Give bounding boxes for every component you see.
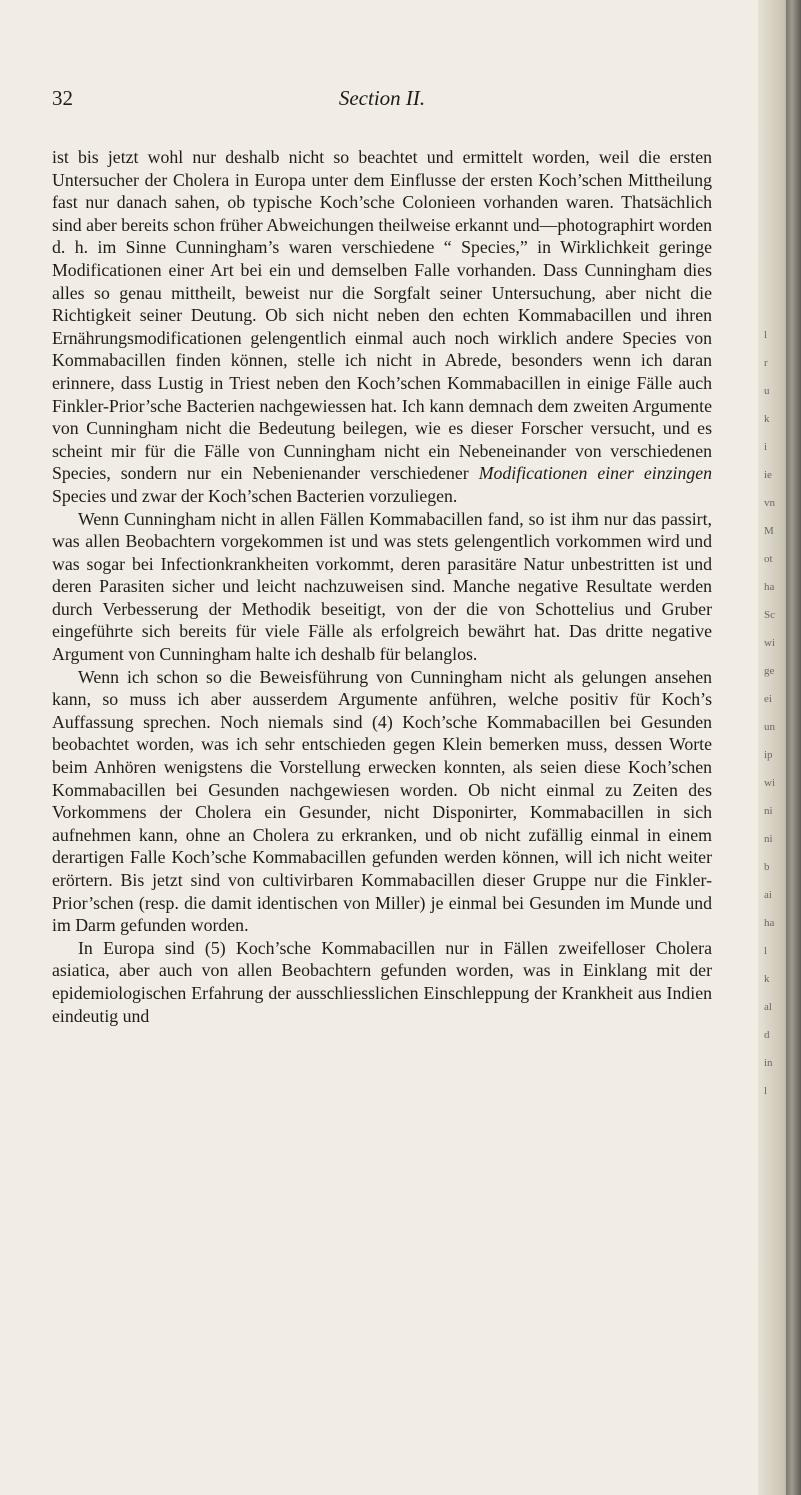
bleed-fragment: ei <box>764 693 772 705</box>
bleed-fragment: ni <box>764 833 773 845</box>
body-text <box>52 146 712 1027</box>
paragraph-1: ist bis jetzt wohl nur deshalb nicht so beachtet und ermittelt worden, weil die ersten Untersucher der Cholera in Europa unter dem Einflusse der ersten Koch’schen Mittheilung fast nur danach sahen, ob typische Koch’sche Colonieen vorhanden waren. Thatsächlich sind aber bereits schon früher Abweichungen theilweise erkannt und—photographirt worden d. h. im Sinne Cunningham’s waren verschiedene “ Species,” in Wirklichkeit geringe Modificationen einer Art bei ein und demselben Falle vorhanden. Dass Cunningham dies alles so genau mittheilt, beweist nur die Sorgfalt seiner Untersuchung, aber nicht die Richtigkeit seiner Deutung. Ob sich nicht neben den echten Kommabacillen und ihren Ernährungsmodificationen gelengentlich einmal auch noch wirklich andere Species von Kommabacillen finden können, stelle ich nicht in Abrede, besonders wenn ich daran erinnere, dass Lustig in Triest neben den Koch’schen Kommabacillen in einige Fälle auch Finkler-Prior’sche Bacterien nachgewiessen hat. Ich kann demnach dem zweiten Argumente von Cunningham nicht die Bedeutung beilegen, wie es dieser Forscher versucht, und es scheint mir für die Fälle von Cunningham nicht ein Nebeneinander von verschiedenen Species, sondern nur ein Nebenienander verschiedener Modificationen einer einzingen Species und zwar der Koch’schen Bacterien vorzuliegen. <box>52 147 713 506</box>
bleed-fragment: ha <box>764 917 775 929</box>
bleed-fragment: wi <box>764 637 775 649</box>
bleed-fragment: M <box>764 525 774 537</box>
bleed-fragment: l <box>764 945 768 957</box>
bleed-fragment: ie <box>764 469 772 481</box>
bleed-fragment: i <box>764 441 768 453</box>
bleed-fragment: b <box>764 861 770 873</box>
paragraph-4: In Europa sind (5) Koch’sche Kommabacillen nur in Fällen zweifelloser Cholera asiatica, aber auch von allen Beobachtern gefunden worden, was in Einklang mit der epidemiologischen Erfahrung der ausschliesslichen Einschleppung der Krankheit aus Indien eindeutig und <box>52 937 712 1026</box>
paragraph-3: Wenn ich schon so die Beweisführung von Cunningham nicht als gelungen ansehen kann, so muss ich aber ausserdem Argumente anführen, welche positiv für Koch’s Auffassung sprechen. Noch niemals sind (4) Koch’sche Kommabacillen bei Gesunden beobachtet worden, was ich sehr entschieden gegen Klein bemerken muss, dessen Worte beim Anhören wenigstens die Vorstellung erwecken konnten, als seien diese Koch’schen Kommabacillen bei Gesunden nachgewiesen worden. Ob nicht einmal zu Zeiten des Vorkommens der Cholera ein Gesunder, nicht Disponirter, Kommabacillen in sich aufnehmen kann, ohne an Cholera zu erkranken, und ob nicht zufällig einmal in einem derartigen Falle Koch’sche Kommabacillen gefunden werden können, will ich nicht weiter erörtern. Bis jetzt sind von cultivirbaren Kommabacillen dieser Gruppe nur die Finkler-Prior’schen (resp. die damit identischen von Miller) je einmal bei Gesunden im Munde und im Darm gefunden worden. <box>52 666 712 936</box>
bleed-fragment: al <box>764 1001 772 1013</box>
bleed-fragment: d <box>764 1029 770 1041</box>
bleed-fragment: k <box>764 413 770 425</box>
bleed-fragment: in <box>764 1057 773 1069</box>
bleed-fragment: u <box>764 385 770 397</box>
bleed-fragment: Sc <box>764 609 775 621</box>
paragraph-2: Wenn Cunningham nicht in allen Fällen Kommabacillen fand, so ist ihm nur das passirt, was allen Beobachtern vorgekommen ist und was stets gelengentlich vorkommen wird und was sogar bei Infectionkrankheiten vorkommt, deren parasitäre Natur unbestritten ist und deren Parasiten sicher und leicht nachzuweisen sind. Manche negative Resultate werden durch Verbesserung der Methodik beseitigt, von der die von Schottelius und Gruber eingeführte sich bereits für viele Fälle als erfolgreich bewährt hat. Das dritte negative Argument von Cunningham halte ich deshalb für belanglos. <box>52 508 712 665</box>
bleed-fragment: l <box>764 1085 768 1097</box>
bleed-fragment: l <box>764 329 768 341</box>
bleed-fragment: ha <box>764 581 775 593</box>
facing-page-edge <box>786 0 801 1495</box>
bleed-fragment: ge <box>764 665 775 677</box>
bleed-fragment: un <box>764 721 775 733</box>
bleed-fragment: k <box>764 973 770 985</box>
bleed-fragment: wi <box>764 777 775 789</box>
bleed-fragment: ni <box>764 805 773 817</box>
page-header <box>52 86 712 110</box>
bleed-fragment: r <box>764 357 768 369</box>
bleed-fragment: ip <box>764 749 773 761</box>
bleed-fragment: vn <box>764 497 775 509</box>
page-number: 32 <box>52 86 73 110</box>
running-title: Section II. <box>338 86 426 110</box>
bleed-fragment: ot <box>764 553 773 565</box>
italic-phrase: Modificationen einer einzingen <box>478 463 713 484</box>
bleed-fragment: ai <box>764 889 772 901</box>
